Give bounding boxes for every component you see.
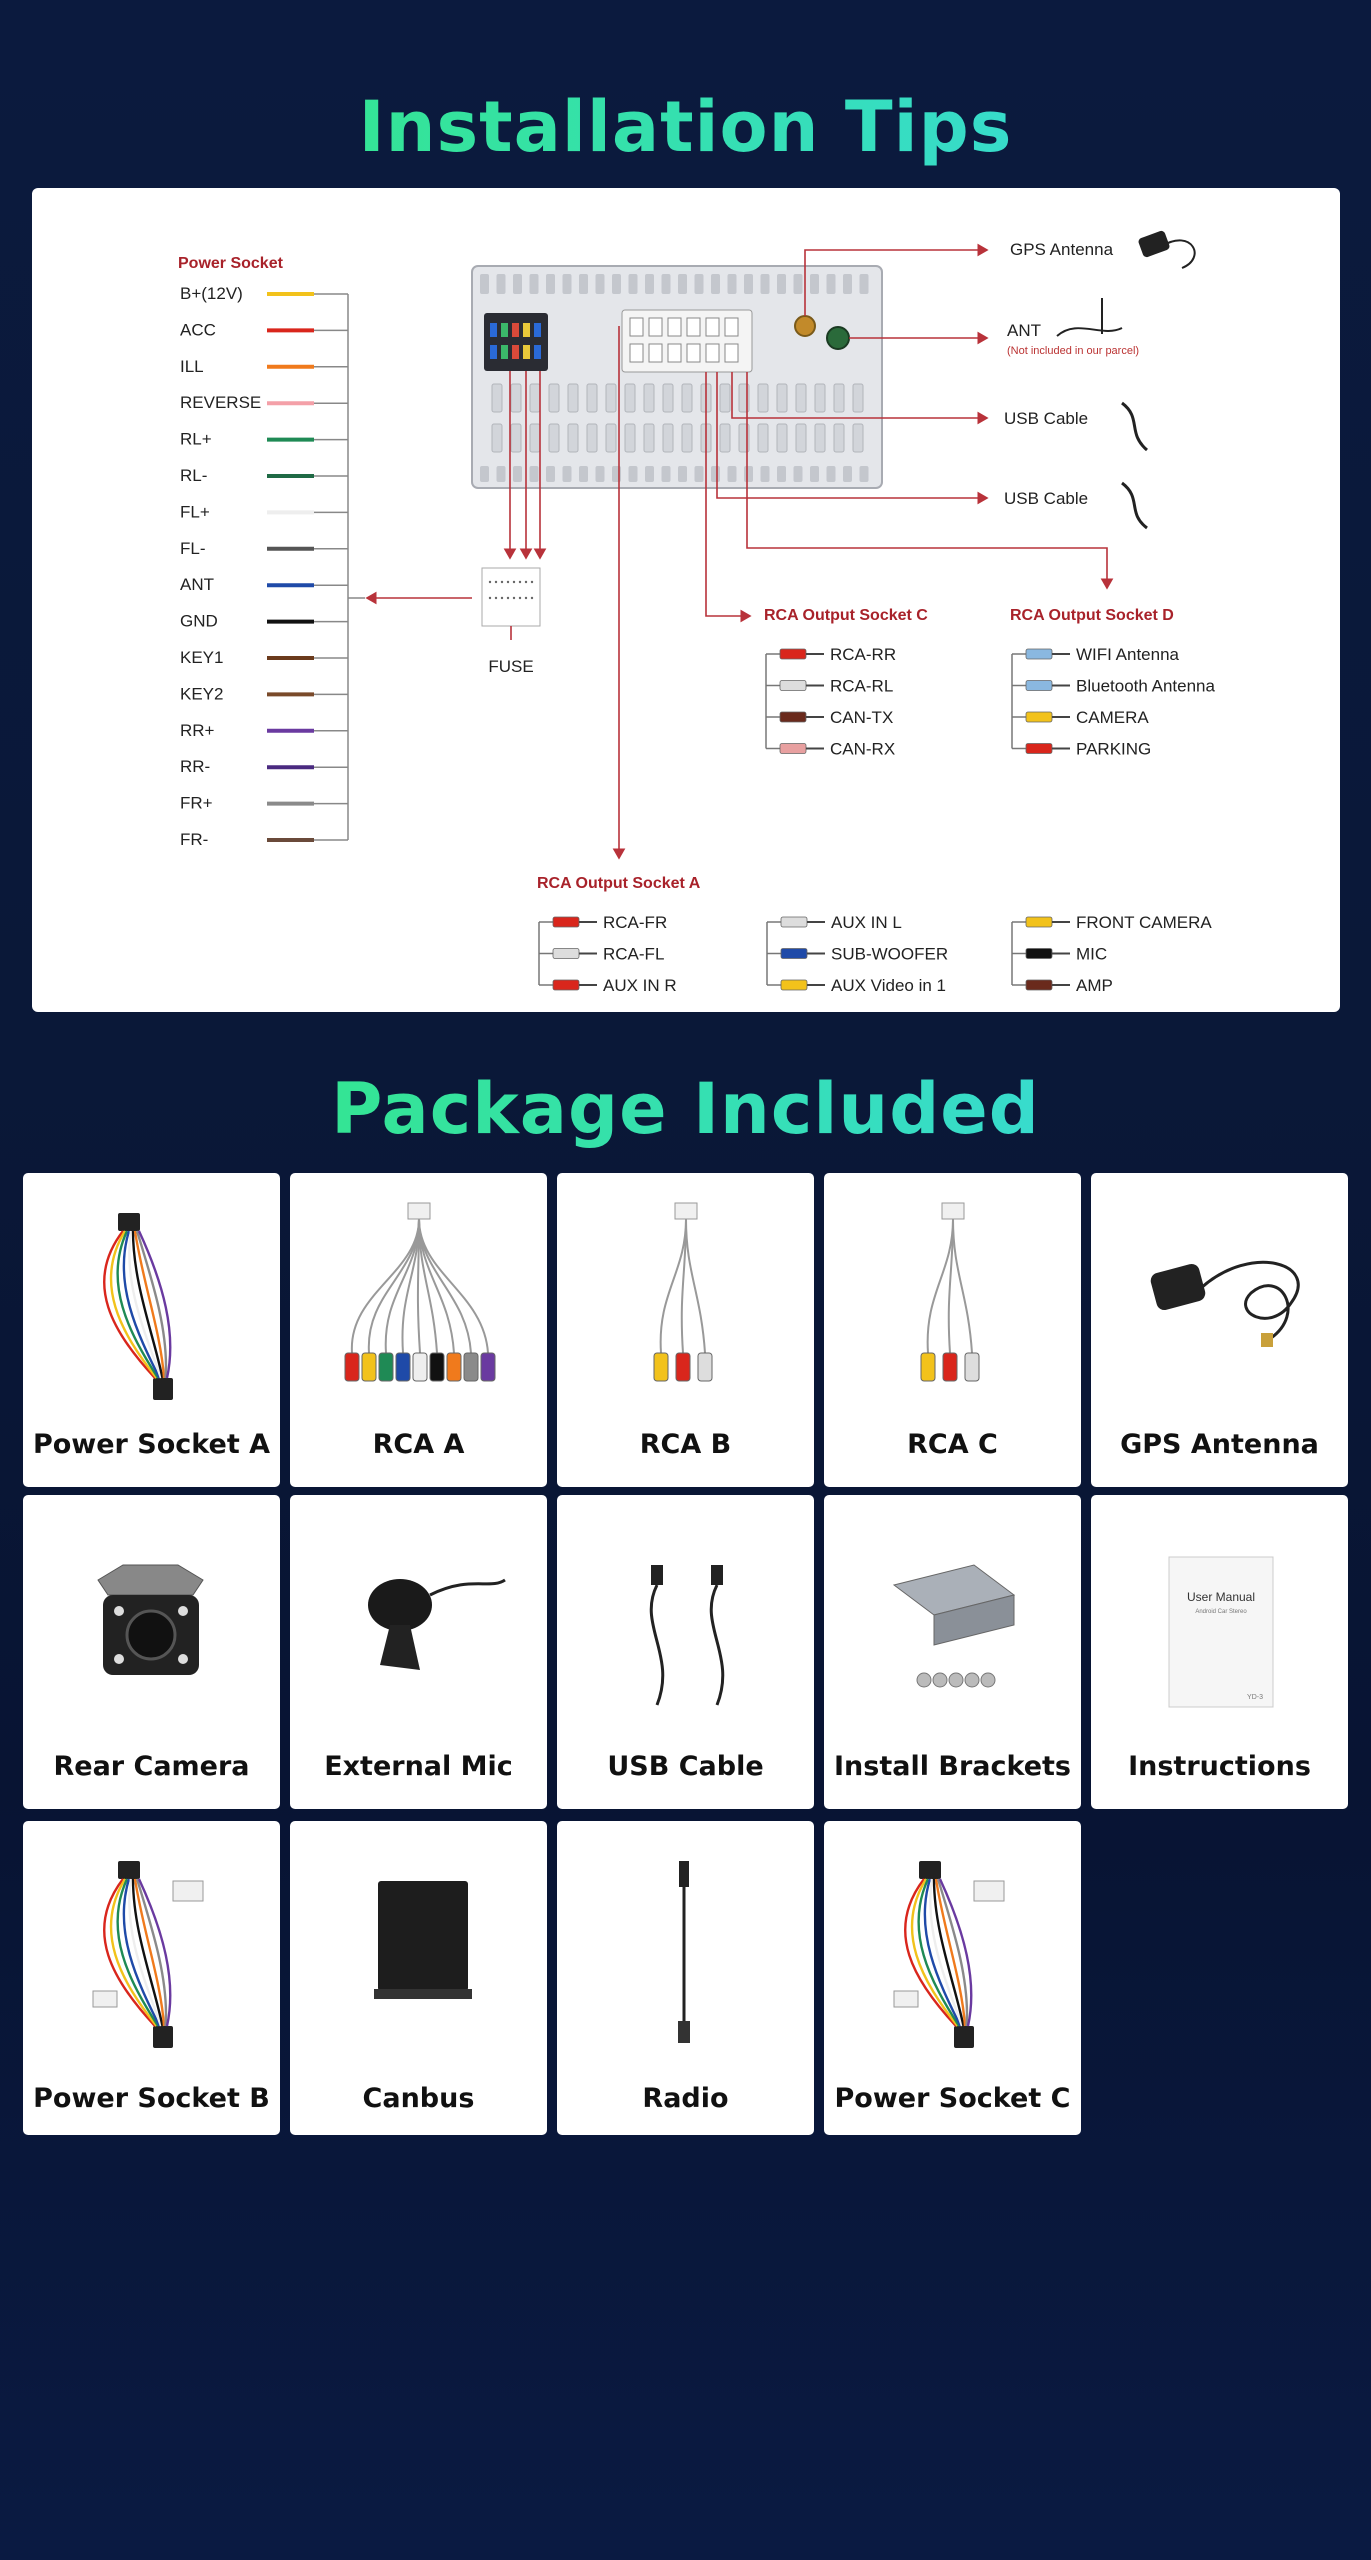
head-unit-fin — [513, 466, 522, 482]
head-unit-vent — [549, 384, 559, 412]
socket-c-plug — [780, 712, 806, 722]
usb-wire — [711, 1585, 723, 1705]
head-unit-vent — [720, 384, 730, 412]
head-unit-fin — [728, 466, 737, 482]
fuse-dot — [531, 597, 533, 599]
harness-white-plug — [173, 1881, 203, 1901]
socket-d-plug — [1026, 712, 1052, 722]
package-item-label: Install Brackets — [833, 1751, 1071, 1782]
radio-cable-icon — [557, 1821, 814, 2061]
head-unit-vent — [682, 384, 692, 412]
package-item-card — [290, 1495, 547, 1809]
head-unit-fin — [530, 466, 539, 482]
head-unit-fin — [777, 466, 786, 482]
socket-a-col3-plug — [1026, 917, 1052, 927]
rca-top-plug — [675, 1203, 697, 1219]
radio-plug — [679, 1861, 689, 1887]
head-unit-vent — [644, 424, 654, 452]
head-unit-fin — [497, 466, 506, 482]
head-unit-vent — [815, 424, 825, 452]
package-item-label: RCA A — [372, 1429, 465, 1460]
socket-a-col2-item-label: AUX Video in 1 — [831, 976, 946, 995]
fuse-label: FUSE — [488, 657, 534, 676]
head-unit-vent — [796, 384, 806, 412]
canbus-base — [374, 1989, 472, 1999]
canbus-box-icon — [290, 1821, 547, 2061]
wiring-diagram-svg — [32, 188, 1340, 1012]
socket-a-col3-item-label: AMP — [1076, 976, 1113, 995]
manual-icon — [1091, 1495, 1348, 1735]
usb-plug — [651, 1565, 663, 1585]
power-socket-title: Power Socket — [178, 255, 283, 272]
head-unit-vent — [834, 424, 844, 452]
manual-subtitle: Android Car Stereo — [1195, 1609, 1247, 1615]
head-unit-vent — [796, 424, 806, 452]
package-item-label: Power Socket A — [32, 1429, 271, 1460]
usb-plug — [711, 1565, 723, 1585]
connector-pin — [512, 345, 519, 359]
rca-wire — [419, 1219, 488, 1353]
head-unit-fin — [827, 466, 836, 482]
harness-top-plug — [919, 1861, 941, 1879]
rca-cable-icon — [290, 1173, 547, 1413]
head-unit-fin — [612, 274, 621, 294]
socket-a-col1-plug — [553, 980, 579, 990]
head-unit-vent — [606, 384, 616, 412]
package-item-card — [557, 1821, 814, 2135]
head-unit-fin — [761, 466, 770, 482]
head-unit-fin — [546, 466, 555, 482]
fuse-dot — [489, 581, 491, 583]
fuse-dot — [489, 597, 491, 599]
ant-note: (Not included in our parcel) — [1007, 345, 1140, 357]
manual-page — [1169, 1557, 1273, 1707]
rca-plug — [921, 1353, 935, 1381]
fuse-dot — [513, 597, 515, 599]
camera-led — [178, 1606, 188, 1616]
head-unit-fin — [860, 274, 869, 294]
head-unit-vent — [587, 384, 597, 412]
socket-c-plug — [780, 744, 806, 754]
power-wire-label: RL- — [180, 466, 208, 485]
head-unit-fin — [513, 274, 522, 294]
head-unit-fin — [794, 274, 803, 294]
socket-d-plug — [1026, 681, 1052, 691]
head-unit-fin — [480, 466, 489, 482]
rca-plug — [396, 1353, 410, 1381]
socket-c-plug — [780, 649, 806, 659]
power-connector — [484, 313, 548, 371]
gps-connector — [1261, 1333, 1273, 1347]
usb-wire — [651, 1585, 663, 1705]
rca-plug — [362, 1353, 376, 1381]
rca-plug — [676, 1353, 690, 1381]
package-item-label: GPS Antenna — [1120, 1429, 1319, 1460]
rca-connector-pin — [649, 344, 662, 362]
head-unit-vent — [834, 384, 844, 412]
rca-cable-icon — [824, 1173, 1081, 1413]
camera-bracket — [98, 1565, 203, 1595]
rca-connector-pin — [649, 318, 662, 336]
package-item-label: RCA C — [907, 1429, 998, 1460]
rca-connector-pin — [725, 318, 738, 336]
socket-c-item-label: CAN-RX — [830, 739, 896, 759]
camera-led — [114, 1606, 124, 1616]
ant-jack — [827, 327, 849, 349]
rca-plug — [965, 1353, 979, 1381]
head-unit-rear — [472, 266, 882, 488]
connector-pin — [501, 345, 508, 359]
head-unit-fin — [530, 274, 539, 294]
harness-bottom-plug — [954, 2026, 974, 2048]
power-wire-label: FL+ — [180, 502, 210, 522]
head-unit-fin — [843, 466, 852, 482]
socket-a-col3-plug — [1026, 980, 1052, 990]
head-unit-fin — [711, 466, 720, 482]
head-unit-fin — [744, 466, 753, 482]
camera-icon — [23, 1495, 280, 1735]
rca-top-plug — [408, 1203, 430, 1219]
socket-c-item-label: RCA-RL — [830, 676, 894, 696]
rca-plug — [430, 1353, 444, 1381]
rca-plug — [379, 1353, 393, 1381]
socket-a-col3-plug — [1026, 949, 1052, 959]
head-unit-fin — [662, 466, 671, 482]
fuse-dot — [513, 581, 515, 583]
connector-pin — [490, 323, 497, 337]
usb-cable-2-icon — [1122, 483, 1147, 528]
head-unit-fin — [695, 274, 704, 294]
package-item-card — [557, 1495, 814, 1809]
harness-bottom-plug — [153, 1378, 173, 1400]
socket-a-col1-plug — [553, 917, 579, 927]
rca-wire — [419, 1219, 454, 1353]
head-unit-vent — [492, 424, 502, 452]
head-unit-fin — [728, 274, 737, 294]
harness-bottom-plug — [153, 2026, 173, 2048]
head-unit-vent — [663, 384, 673, 412]
socket-d-plug — [1026, 744, 1052, 754]
head-unit-fin — [827, 274, 836, 294]
connector-pin — [534, 323, 541, 337]
socket-a-col1-title: RCA Output Socket A — [537, 875, 701, 892]
rca-connector-pin — [630, 344, 643, 362]
package-item-label: Power Socket B — [33, 2083, 270, 2114]
ant-cable-icon — [1057, 328, 1122, 336]
mic-foam — [368, 1579, 432, 1631]
socket-a-col2-item-label: AUX IN L — [831, 913, 902, 932]
rca-connector-pin — [706, 318, 719, 336]
power-wire-label: RR- — [180, 757, 211, 777]
socket-c-item-label: RCA-RR — [830, 645, 897, 664]
package-item-card — [1091, 1495, 1348, 1809]
rca-plug — [698, 1353, 712, 1381]
manual-code: YD-3 — [1247, 1694, 1263, 1701]
head-unit-vent — [758, 424, 768, 452]
package-item-label: Canbus — [362, 2083, 475, 2114]
head-unit-vent — [530, 384, 540, 412]
socket-a-col1-item-label: RCA-FR — [603, 913, 668, 932]
usb-cable-2-label: USB Cable — [1004, 489, 1089, 508]
fuse-box — [482, 568, 540, 626]
head-unit-fin — [596, 274, 605, 294]
harness-white-plug — [974, 1881, 1004, 1901]
head-unit-fin — [794, 466, 803, 482]
rca-plug — [345, 1353, 359, 1381]
wiring-diagram — [32, 188, 1340, 1012]
fuse-dot — [507, 581, 509, 583]
mic-cable — [430, 1580, 505, 1595]
canbus-box — [378, 1881, 468, 1991]
head-unit-fin — [480, 274, 489, 294]
package-item-label: Radio — [642, 2083, 729, 2114]
head-unit-vent — [568, 384, 578, 412]
gps-antenna-label: GPS Antenna — [1010, 240, 1114, 259]
package-item-label: Instructions — [1128, 1751, 1311, 1782]
head-unit-vent — [815, 384, 825, 412]
head-unit-fin — [662, 274, 671, 294]
package-item-label: USB Cable — [607, 1751, 764, 1782]
connector-pin — [512, 323, 519, 337]
camera-led — [178, 1654, 188, 1664]
socket-a-col2-plug — [781, 949, 807, 959]
socket-a-col1-item-label: RCA-FL — [603, 944, 665, 964]
head-unit-vent — [587, 424, 597, 452]
usb-cable-1-icon — [1122, 403, 1147, 450]
package-item-card — [290, 1821, 547, 2135]
head-unit-vent — [511, 384, 521, 412]
camera-lens — [127, 1611, 175, 1659]
rca-cable-icon — [557, 1173, 814, 1413]
socket-d-plug — [1026, 649, 1052, 659]
bracket-screw — [917, 1673, 931, 1687]
head-unit-fin — [711, 274, 720, 294]
gps-puck — [1149, 1262, 1207, 1312]
socket-a-col1-item-label: AUX IN R — [603, 976, 677, 995]
rca-wire — [953, 1219, 972, 1353]
ant-label: ANT — [1007, 321, 1041, 340]
power-wire-label: ACC — [180, 320, 216, 340]
power-wire-label: GND — [180, 611, 218, 631]
head-unit-fin — [761, 274, 770, 294]
installation-tips-heading: Installation Tips — [0, 86, 1371, 168]
head-unit-fin — [563, 466, 572, 482]
head-unit-fin — [843, 274, 852, 294]
package-included-heading: Package Included — [0, 1068, 1371, 1150]
power-wire-label: RR+ — [180, 720, 215, 740]
head-unit-fin — [629, 466, 638, 482]
head-unit-vent — [606, 424, 616, 452]
head-unit-vent — [682, 424, 692, 452]
head-unit-vent — [720, 424, 730, 452]
head-unit-fin — [695, 466, 704, 482]
camera-led — [114, 1654, 124, 1664]
head-unit-fin — [678, 274, 687, 294]
rca-connector-pin — [668, 318, 681, 336]
harness-top-plug — [118, 1213, 140, 1231]
socket-c-title: RCA Output Socket C — [764, 607, 928, 624]
connector-pin — [534, 345, 541, 359]
fuse-dot — [495, 597, 497, 599]
socket-a-col3-item-label: FRONT CAMERA — [1076, 913, 1212, 932]
socket-a-col2-item-label: SUB-WOOFER — [831, 944, 949, 964]
socket-d-item-label: Bluetooth Antenna — [1076, 676, 1215, 696]
connector-pin — [490, 345, 497, 359]
power-wire-label: RL+ — [180, 429, 212, 449]
fuse-dot — [519, 597, 521, 599]
head-unit-fin — [810, 466, 819, 482]
rca-connector-pin — [725, 344, 738, 362]
rca-connector-pin — [668, 344, 681, 362]
gps-cable — [1201, 1262, 1298, 1338]
head-unit-vent — [625, 384, 635, 412]
socket-c-item-label: CAN-TX — [830, 708, 894, 727]
package-item-card — [23, 1821, 280, 2135]
head-unit-fin — [563, 274, 572, 294]
package-item-card — [1091, 1173, 1348, 1487]
head-unit-vent — [777, 384, 787, 412]
head-unit-fin — [810, 274, 819, 294]
socket-a-col2-plug — [781, 917, 807, 927]
head-unit-vent — [853, 424, 863, 452]
head-unit-vent — [853, 384, 863, 412]
usb-cable-icon — [557, 1495, 814, 1735]
rca-plug — [943, 1353, 957, 1381]
power-wire-label: FR+ — [180, 793, 213, 813]
fuse-dot — [525, 581, 527, 583]
bracket-screw — [965, 1673, 979, 1687]
package-item-card — [23, 1173, 280, 1487]
power-wire-label: ILL — [180, 356, 204, 376]
rca-wire — [369, 1219, 419, 1353]
package-item-label: Power Socket C — [834, 2083, 1071, 2114]
head-unit-vent — [530, 424, 540, 452]
power-wire-label: FL- — [180, 538, 206, 558]
socket-c-plug — [780, 681, 806, 691]
head-unit-fin — [579, 466, 588, 482]
rca-plug — [413, 1353, 427, 1381]
head-unit-vent — [511, 424, 521, 452]
power-wire-label: KEY1 — [180, 648, 224, 667]
head-unit-vent — [549, 424, 559, 452]
package-item-card — [290, 1173, 547, 1487]
head-unit-vent — [663, 424, 673, 452]
head-unit-fin — [596, 466, 605, 482]
usb-cable-1-label: USB Cable — [1004, 409, 1089, 428]
head-unit-vent — [777, 424, 787, 452]
head-unit-fin — [579, 274, 588, 294]
connector-pin — [523, 345, 530, 359]
package-item-label: External Mic — [324, 1751, 513, 1782]
power-wire-label: REVERSE — [180, 393, 262, 413]
bracket-screw — [933, 1673, 947, 1687]
socket-d-title: RCA Output Socket D — [1010, 607, 1174, 624]
package-item-card — [824, 1495, 1081, 1809]
radio-plug — [678, 2021, 690, 2043]
fuse-dot — [501, 581, 503, 583]
head-unit-fin — [645, 466, 654, 482]
head-unit-fin — [645, 274, 654, 294]
head-unit-vent — [568, 424, 578, 452]
socket-a-col3-item-label: MIC — [1076, 944, 1108, 964]
fuse-dot — [531, 581, 533, 583]
package-item-card — [824, 1173, 1081, 1487]
package-item-card — [23, 1495, 280, 1809]
package-item-card — [824, 1821, 1081, 2135]
head-unit-fin — [860, 466, 869, 482]
head-unit-vent — [492, 384, 502, 412]
mic-clip — [380, 1625, 420, 1670]
fuse-dot — [495, 581, 497, 583]
bracket-screw — [949, 1673, 963, 1687]
harness-icon — [824, 1821, 1081, 2061]
power-wire-label: ANT — [180, 575, 214, 595]
connector-pin — [523, 323, 530, 337]
fuse-dot — [507, 597, 509, 599]
harness-top-plug — [118, 1861, 140, 1879]
manual-title: User Manual — [1186, 1590, 1256, 1604]
package-item-card — [557, 1173, 814, 1487]
socket-d-item-label: PARKING — [1076, 739, 1152, 759]
bracket-screw — [981, 1673, 995, 1687]
rca-plug — [654, 1353, 668, 1381]
gps-antenna-icon — [1091, 1173, 1348, 1413]
socket-a-col1-plug — [553, 949, 579, 959]
fuse-dot — [519, 581, 521, 583]
harness-white-plug — [894, 1991, 918, 2007]
head-unit-fin — [744, 274, 753, 294]
package-item-label: Rear Camera — [53, 1751, 250, 1782]
socket-a-col2-plug — [781, 980, 807, 990]
rca-connector-pin — [687, 318, 700, 336]
package-item-label: RCA B — [639, 1429, 732, 1460]
head-unit-fin — [497, 274, 506, 294]
bracket-icon — [824, 1495, 1081, 1735]
connector-pin — [501, 323, 508, 337]
head-unit-vent — [625, 424, 635, 452]
harness-icon — [23, 1821, 280, 2061]
rca-connector-pin — [706, 344, 719, 362]
rca-plug — [481, 1353, 495, 1381]
fuse-dot — [525, 597, 527, 599]
power-wire-label: KEY2 — [180, 684, 224, 704]
harness-white-plug — [93, 1991, 117, 2007]
power-wire-label: FR- — [180, 830, 209, 849]
rca-top-plug — [942, 1203, 964, 1219]
rca-plug — [447, 1353, 461, 1381]
harness-icon — [23, 1173, 280, 1413]
socket-d-item-label: WIFI Antenna — [1076, 645, 1179, 664]
gps-jack — [795, 316, 815, 336]
fuse-dot — [501, 597, 503, 599]
rca-wire — [686, 1219, 705, 1353]
power-wire-label: B+(12V) — [180, 284, 243, 303]
head-unit-fin — [678, 466, 687, 482]
head-unit-fin — [629, 274, 638, 294]
rca-connector-pin — [687, 344, 700, 362]
mic-icon — [290, 1495, 547, 1735]
head-unit-fin — [546, 274, 555, 294]
head-unit-vent — [644, 384, 654, 412]
rca-plug — [464, 1353, 478, 1381]
socket-d-item-label: CAMERA — [1076, 708, 1149, 727]
head-unit-vent — [758, 384, 768, 412]
head-unit-fin — [777, 274, 786, 294]
rca-connector-pin — [630, 318, 643, 336]
